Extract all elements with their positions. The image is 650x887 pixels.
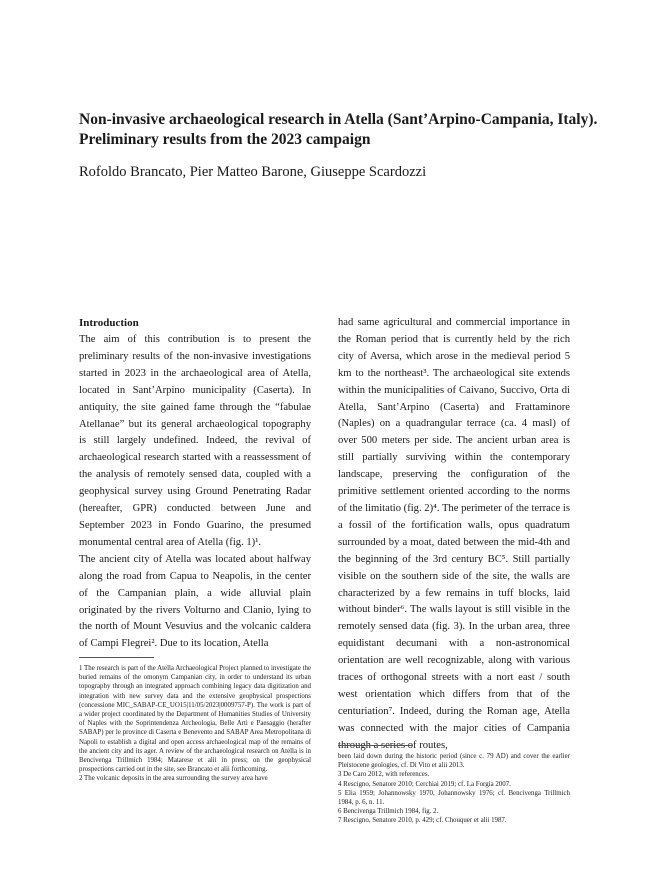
footnotes-right	[338, 745, 570, 826]
footnote: 5 Elia 1959; Johannowsky 1970, Johannowsky 1976; cf. Bencivenga Trillmich 1984, p. 6, n. 11.	[338, 789, 570, 807]
footnote: 1 The research is part of the Atella Archaeological Project planned to investigate the buried remains of the omonym Campanian city, in order to understand its urban topography through an integrated approach combining legacy data digitization and integration with new survey data and the extensive geophysical prospections (concessione MIC_SABAP-CE_UO15|11/05/2023|0009757-P). The work is part of a wider project coordinated by the Department of Humanities Studies of University of Naples with the Soprintendenza Archeologia, Belle Arti e Paesaggio (herafter SABAP) per le province di Caserta e Benevento and SABAP Area Metropolitana di Napoli to establish a digital and open access archaeological map of the remains of the ancient city and its ager. A review of the archaeological research on Atella is in Bencivenga Trillmich 1984; Matarese et alii in press; on the geophysical prospections carried out in the site, see Brancato et alii forthcoming.	[79, 665, 311, 774]
footnote-rule	[338, 745, 413, 746]
footnotes-left	[79, 657, 311, 784]
footnote: 4 Rescigno, Senatore 2010; Cerchiai 2019; cf. La Forgia 2007.	[338, 780, 511, 788]
right-column	[338, 315, 570, 755]
footnote: 2 The volcanic deposits in the area surrounding the survey area have	[79, 775, 268, 783]
footnote: 3 De Caro 2012, with references.	[338, 771, 430, 779]
footnote-rule	[79, 657, 154, 658]
left-column	[79, 315, 311, 653]
author-list: Rofoldo Brancato, Pier Matteo Barone, Giuseppe Scardozzi	[79, 164, 427, 180]
footnote: 6 Bencivenga Trillmich 1984, fig. 2.	[338, 808, 439, 816]
paragraph-intro: The aim of this contribution is to present the preliminary results of the non-invasive investigations started in 2023 in the archaeological area of Atella, located in Sant’Arpino municipality (Caserta). In antiquity, the site gained fame through the “fabulae Atellanae” but its general archaeological topography is still largely undefined. Indeed, the revival of archaeological research started with a reassessment of the analysis of remotely sensed data, coupled with a geophysical survey using Ground Penetrating Radar (hereafter, GPR) conducted between June and September 2023 in Fondo Guarino, the presumed monumental central area of Atella (fig. 1)¹.	[79, 334, 311, 548]
section-heading: Introduction	[79, 317, 139, 329]
paragraph-location: The ancient city of Atella was located about halfway along the road from Capua to Neapolis, in the center of the Campanian plain, a wide alluvial plain originated by the rivers Volturno and Clanio, lying to the north of Mount Vesuvius and the volcanic caldera of Campi Flegrei². Due to its location, Atella	[79, 553, 311, 650]
paper-title: Non-invasive archaeological research in Atella (Sant’Arpino-Campania, Italy). Preliminary results from the 2023 campaign	[79, 111, 598, 148]
paragraph-continuation: had same agricultural and commercial importance in the Roman period that is currently held by the rich city of Aversa, which arose in the medieval period 5 km to the northeast³. The archaeological site extends within the municipalities of Caivano, Succivo, Orta di Atella, Sant’Arpino (Caserta) and Frattaminore (Naples) on a quadrangular terrace (ca. 4 masl) of over 500 meters per side. The ancient urban area is still partially surviving within the contemporary landscape, preserving the configuration of the primitive settlement oriented according to the norms of the limitatio (fig. 2)⁴. The perimeter of the terrace is a fossil of the fortification walls, opus quadratum surrounded by a moat, dated between the mid-4th and the beginning of the 3rd century BC⁵. Still partially visible on the southern side of the site, the walls are characterized by a few remains in tuff blocks, laid without binder⁶. The walls layout is still visible in the remotely sensed data (fig. 3). In the urban area, three equidistant decumani with a non-astronomical orientation are well recognizable, along with various traces of orthogonal streets with a nort east / south west orientation which differs from that of the centuriation⁷. Indeed, during the Roman age, Atella was connected with the major cities of Campania through a series of routes,	[338, 317, 570, 751]
footnote: been laid down during the historic period (since c. 79 AD) and cover the earlier Pleistocene geologies, cf. Di Vito et alii 2013.	[338, 753, 570, 770]
footnote: 7 Rescigno, Senatore 2010, p. 429; cf. Chouquer et alii 1987.	[338, 817, 507, 825]
